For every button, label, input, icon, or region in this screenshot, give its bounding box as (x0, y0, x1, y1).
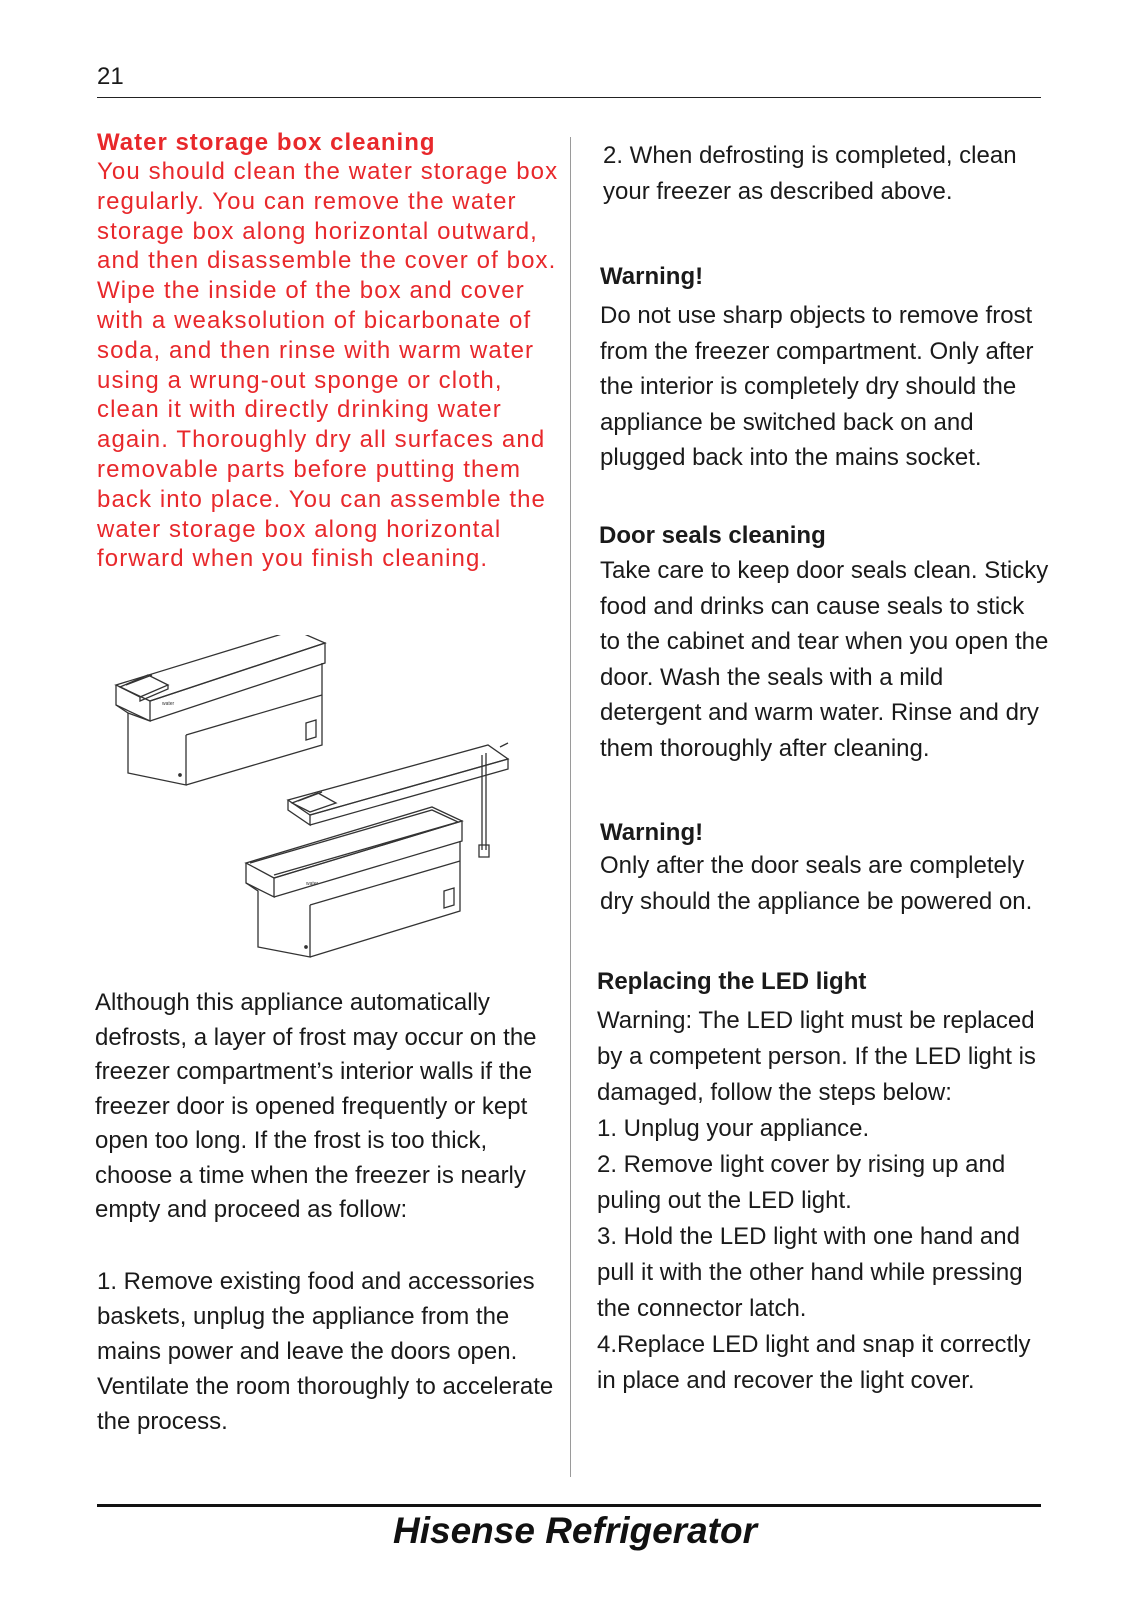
base-icon (246, 807, 462, 957)
page-number: 21 (97, 63, 124, 90)
led-step-line: 2. Remove light cover by rising up and puling out the LED light. (597, 1151, 1006, 1214)
footer-rule (97, 1504, 1041, 1507)
water-box-heading: Water storage box cleaning (97, 129, 436, 156)
led-step-line: 4.Replace LED light and snap it correctly in place and recover the light cover. (597, 1331, 1031, 1394)
defrost-step-1: 1. Remove existing food and accessories baskets, unplug the appliance from the mains power and leave the doors open. Ventilate the room thoroughly to accelerate the process. (97, 1268, 554, 1435)
water-box-section (97, 128, 572, 574)
header-rule (97, 97, 1041, 98)
led-warning-line: Warning: The LED light must be replaced by a competent person. If the LED light is damaged, follow the steps below: (597, 1007, 1036, 1106)
warning-body: Do not use sharp objects to remove frost from the freezer compartment. Only after the interior is completely dry should the appliance be switched back on and plugged back into the mains socket. (600, 302, 1034, 471)
water-storage-box-icon (110, 635, 530, 980)
warning-heading: Warning! (600, 819, 704, 846)
defrost-intro: Although this appliance automatically defrosts, a layer of frost may occur on the freezer compartment’s interior walls if the freezer door is opened frequently or kept open too long. If the frost is too thick, choose a time when the freezer is nearly empty and proceed as follow: (95, 989, 537, 1223)
water-box-body: You should clean the water storage box regularly. You can remove the water storage box along horizontal outward, and then disassemble the cover of box. Wipe the inside of the box and cover with a weaksolution of bicarbonate of soda, and then rinse with warm water using a wrung-out sponge or cloth, clean it with directly drinking water again. Thoroughly dry all surfaces and removable parts before putting them back into place. You can assemble the water storage box along horizontal forward when you finish cleaning. (97, 158, 559, 573)
defrost-step-2: 2. When defrosting is completed, clean your freezer as described above. (603, 142, 1017, 205)
footer-brand: Hisense Refrigerator (393, 1510, 757, 1551)
led-heading: Replacing the LED light (597, 968, 867, 995)
svg-text:water: water (306, 881, 319, 887)
led-step-line: 3. Hold the LED light with one hand and pull it with the other hand while pressing the connector latch. (597, 1223, 1023, 1322)
assembled-box-icon (116, 635, 325, 785)
door-seals-heading: Door seals cleaning (599, 522, 826, 549)
door-seals-body: Take care to keep door seals clean. Sticky food and drinks can cause seals to stick to the cabinet and tear when you open the door. Wash the seals with a mild detergent and warm water. Rinse and dry them thoroughly after cleaning. (600, 557, 1049, 762)
led-step-line: 1. Unplug your appliance. (597, 1115, 870, 1142)
led-steps (597, 1003, 1052, 1399)
warning-heading: Warning! (600, 263, 704, 290)
svg-text:water: water (162, 701, 175, 707)
warning-body: Only after the door seals are completely dry should the appliance be powered on. (600, 852, 1033, 915)
